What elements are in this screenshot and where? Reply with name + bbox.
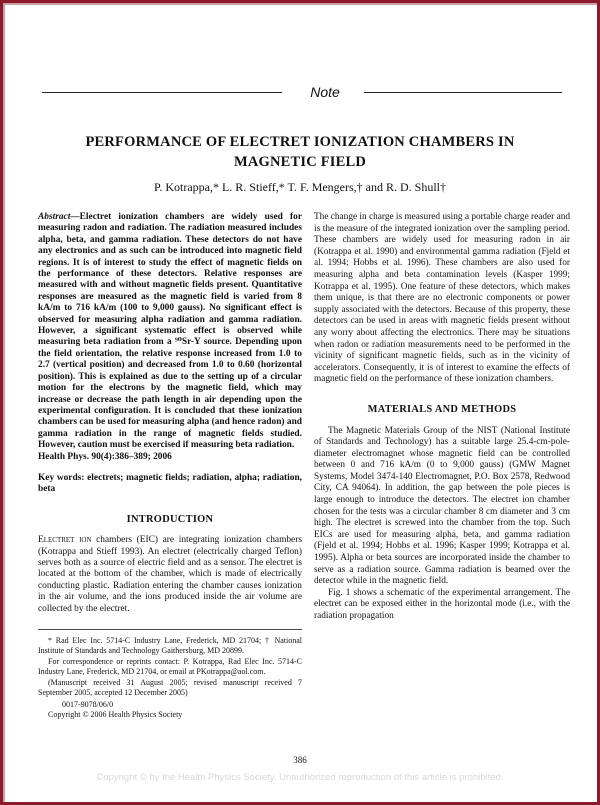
right-paragraph-1: The change in charge is measured using a portable charge reader and is the measure of the integrated ionization over the sampling period. These chambers are widely used for measuring radon in air (Kotrappa et al. 1990) and environmental gamma radiation (Fjeld et al. 1994; Hobbs et al. 1996). These chambers are also used for measuring alpha and beta contamination levels (Kasper 1999; Kotrappa et al. 1995). One feature of these detectors, which makes them unique, is that there are no electronic components or power supply associated with the detectors. Because of this property, these detectors can be used in areas with magnetic fields present without any worry about affecting the electronics. There may be situations when radon or radiation measurements need to be performed in the vicinity of significant magnetic fields, such as in the vicinity of accelerators. Consequently, it is of interest to examine the effects of magnetic field on the performance of these ionization chambers. [314, 212, 570, 385]
article-authors: P. Kotrappa,* L. R. Stieff,* T. F. Mengers,† and R. D. Shull† [153, 180, 447, 194]
right-paragraph-3: Fig. 1 shows a schematic of the experimental arrangement. The electret can be exposed either in the horizontal mode (i.e., with the radiation propagation [314, 587, 570, 621]
right-paragraph-2: The Magnetic Materials Group of the NIST (National Institute of Standards and Technology) has a suitable large 25.4-cm-pole-diameter electromagnet whose magnetic field can be controlled between 0 and 716 kA/m (0 to 9,000 gauss) (GMW Magnet Systems, Model 3474-140 Electromagnet, P.O. Box 2578, Redwood City, CA 94064). In addition, the gap between the pole pieces is large enough to introduce the detectors. The electret ion chamber chosen for the tests was a circular chamber 8 cm diameter and 3 cm high. The electret is screwed into the chamber from the top. Such EICs are used for measuring alpha, beta, and gamma radiation (Fjeld et al. 1994; Hobbs et al. 1996; Kasper 1999; Kotrappa et al. 1995). Alpha or beta sources are incorporated inside the chamber to serve as a radiation source. Gamma radiation is beamed over the detector while in the magnetic field. [314, 425, 570, 587]
left-column [38, 212, 302, 722]
introduction-paragraph [38, 535, 302, 615]
methods-heading: MATERIALS AND METHODS [367, 403, 517, 415]
copyright-watermark: Copyright © by the Health Physics Society. Unauthorized reproduction of this article is prohibited. [96, 772, 504, 783]
abstract-lead: Abstract [38, 212, 71, 222]
header-rule-right [364, 92, 562, 93]
right-column [314, 212, 570, 623]
keywords: Key words: electrets; magnetic fields; radiation, alpha; radiation, beta [38, 472, 302, 495]
introduction-lead: Electret ion [38, 535, 92, 546]
article-title: PERFORMANCE OF ELECTRET IONIZATION CHAMBERS IN MAGNETIC FIELD [85, 134, 515, 170]
footnote-manuscript-dates: (Manuscript received 31 August 2005; revised manuscript received 7 September 2005, accepted 12 December 2005) [38, 678, 302, 697]
note-header [42, 84, 562, 100]
note-label: Note [310, 84, 340, 100]
introduction-heading: INTRODUCTION [126, 513, 214, 525]
page-number: 386 [293, 755, 307, 765]
header-rule-left [42, 92, 282, 93]
journal-citation: Health Phys. 90(4):386–389; 2006 [38, 451, 172, 462]
introduction-text: chambers (EIC) are integrating ionization chambers (Kotrappa and Stieff 1993). An electret (electrically charged Teflon) serves both as a source of electric field and as a sensor. The electret is located at the bottom of the chamber, which is made of electrically conducting plastic. Radiation entering the chamber causes ionization in the air volume, and the ions produced inside the air volume are collected by the electret. [38, 535, 302, 614]
footnote-correspondence: For correspondence or reprints contact: P. Kotrappa, Rad Elec Inc. 5714-C Industry Lane, Frederick, MD 21704, or email at PKotrappa@aol.com. [38, 657, 302, 676]
abstract [38, 212, 302, 452]
footnote-affiliations: * Rad Elec Inc. 5714-C Industry Lane, Frederick, MD 21704; † National Institute of Standards and Technology Gaithersburg, MD 20899. [38, 636, 302, 655]
footnote-copyright: Copyright © 2006 Health Physics Society [48, 710, 183, 720]
footnotes [38, 629, 302, 720]
footnote-code: 0017-9078/06/0 [62, 699, 114, 709]
abstract-text: —Electret ionization chambers are widely used for measuring radon and radiation. The radiation measured includes alpha, beta, and gamma radiation. These detectors do not have any electronics and as such can be introduced into magnetic field regions. It is of interest to study the effect of magnetic fields on the performance of these detectors. Relative responses are measured with and without magnetic fields present. Quantitative responses are measured as the magnetic field is varied from 8 kA/m to 716 kA/m (100 to 9,000 gauss). No significant effect is observed for measuring alpha radiation and gamma radiation. However, a significant systematic effect is observed while measuring beta radiation from a ⁹⁰Sr-Y source. Depending upon the field orientation, the relative response increased from 1.0 to 2.7 (vertical position) and decreased from 1.0 to 0.60 (horizontal position). This is explained as due to the setting up of a circular motion for the electrons by the magnetic field, which may increase or decrease the path length in air depending upon the experimental configuration. It is concluded that these ionization chambers can be used for measuring alpha (and hence radon) and gamma radiation in the range of magnetic fields studied. However, caution must be exercised if measuring beta radiation. [38, 212, 302, 451]
